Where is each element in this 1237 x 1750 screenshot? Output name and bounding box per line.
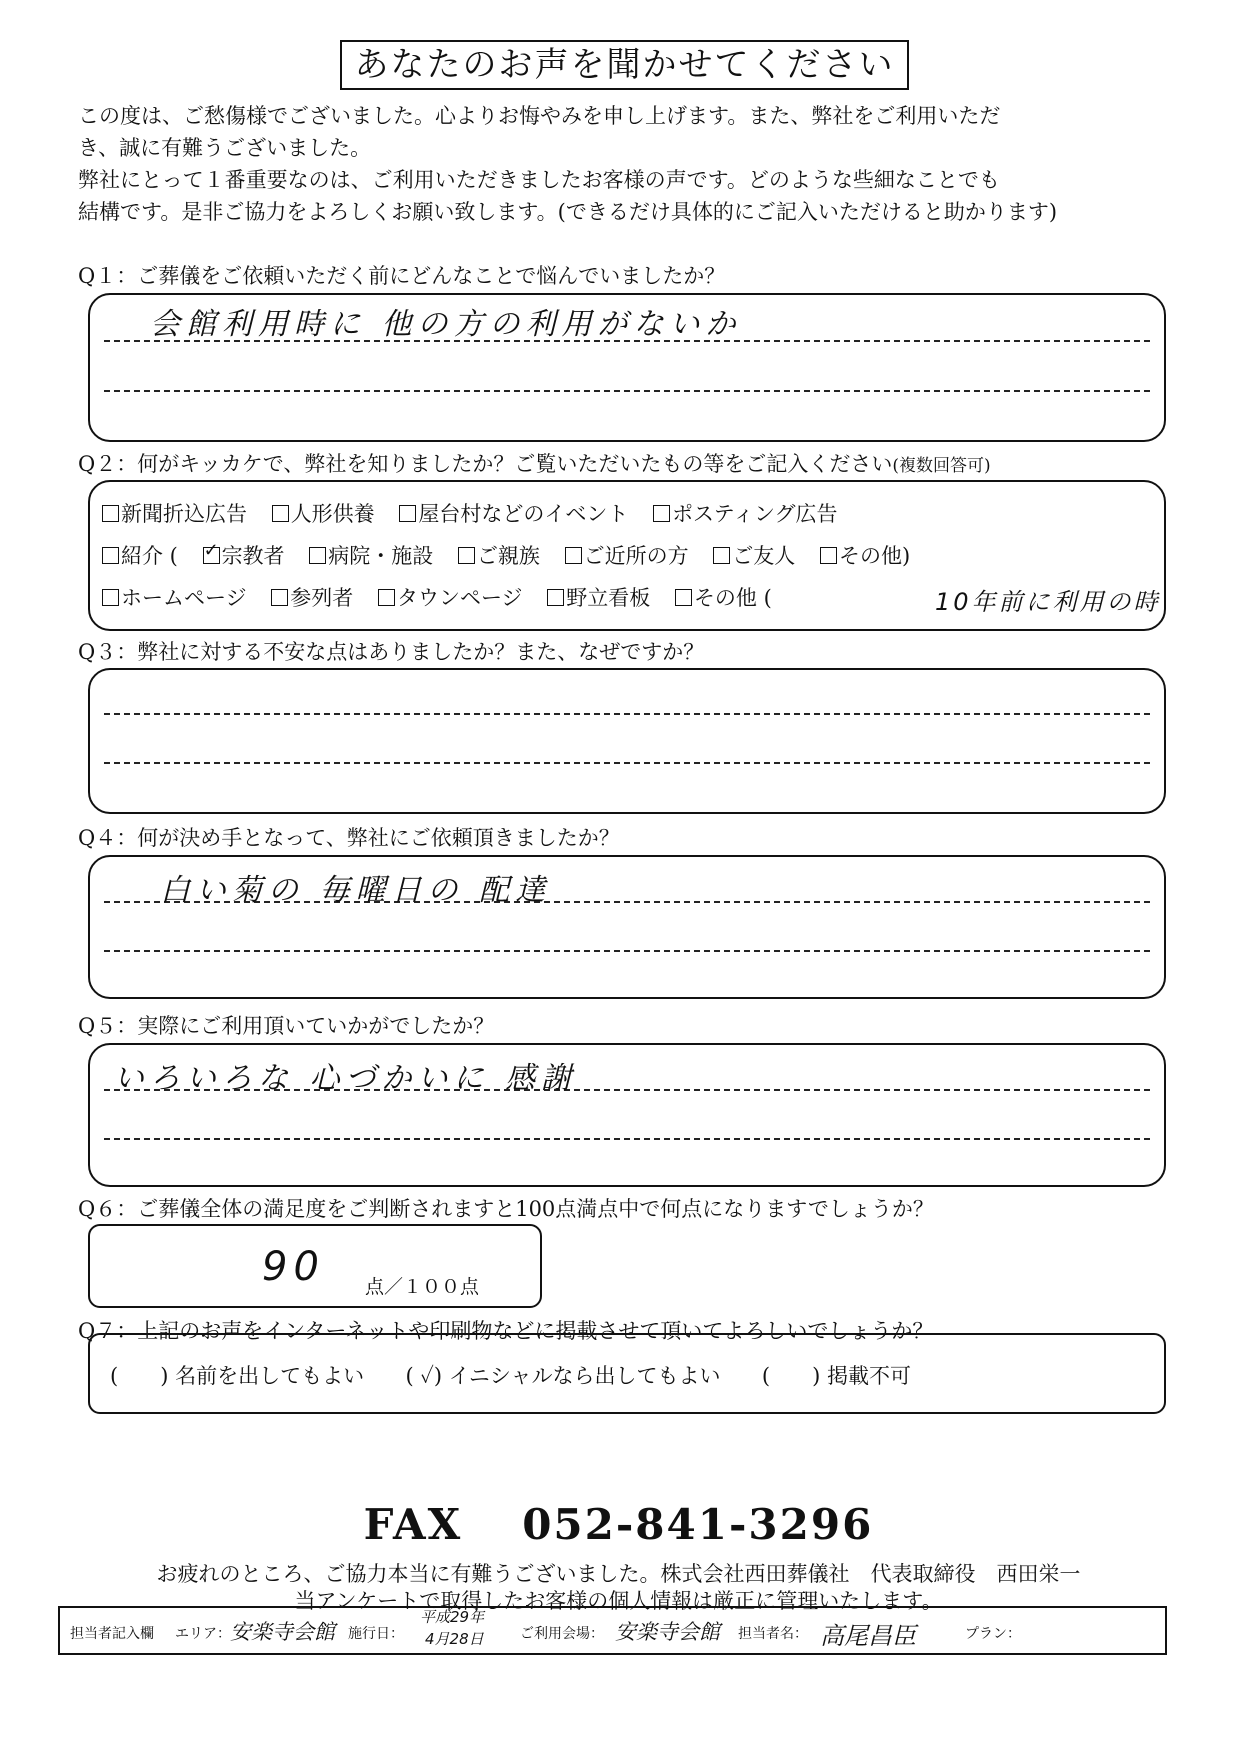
checkbox[interactable] <box>458 547 475 564</box>
privacy-text: 当アンケートで取得したお客様の個人情報は厳正に管理いたします。 <box>294 1589 943 1613</box>
q7-option-initials-ok[interactable]: ( ✓) イニシャルなら出してもよい <box>405 1364 721 1388</box>
q6-score-box[interactable] <box>88 1224 542 1308</box>
answer-line <box>104 762 1150 764</box>
checkbox-checked[interactable] <box>203 547 220 564</box>
checkbox[interactable] <box>399 505 416 522</box>
q7-options <box>110 1360 911 1390</box>
q3-label: Q３：弊社に対する不安な点はありましたか？また、なぜですか？ <box>78 640 705 664</box>
intro-text <box>78 100 1168 228</box>
q6-label: Q６：ご葬儀全体の満足度をご判断されますと100点満点中で何点になりますでしょうか？ <box>78 1197 934 1221</box>
checkbox[interactable] <box>102 505 119 522</box>
intro-line: 結構です。是非ご協力をよろしくお願い致します。(できるだけ具体的にご記入いただけると助かります) <box>78 200 1058 224</box>
q2-options-row2 <box>102 540 928 570</box>
venue-value: 安楽寺会館 <box>615 1620 720 1644</box>
q5-label: Q５：実際にご利用頂いていかがでしたか？ <box>78 1014 495 1038</box>
q2-note: (複数回答可) <box>892 456 991 476</box>
q7-option-name-ok[interactable]: ( ) 名前を出してもよい <box>110 1364 365 1388</box>
fax-label: FAX <box>363 1500 463 1549</box>
q5-answer-box[interactable] <box>88 1043 1166 1187</box>
checkbox[interactable] <box>565 547 582 564</box>
option-friends[interactable]: ご友人 <box>713 544 795 568</box>
checkbox[interactable] <box>102 547 119 564</box>
option-newspaper[interactable]: 新聞折込広告 <box>102 502 247 526</box>
person-label: 担当者名： <box>738 1626 808 1642</box>
q1-answer: 会館利用時に 他の方の利用がないか <box>150 307 742 342</box>
option-other[interactable]: その他 ( <box>675 586 772 610</box>
checkbox[interactable] <box>378 589 395 606</box>
checkbox[interactable] <box>547 589 564 606</box>
thanks-text: お疲れのところ、ご協力本当に有難うございました。株式会社西田葬儀社 代表取締役 西田栄一 <box>156 1562 1081 1586</box>
option-neighbors[interactable]: ご近所の方 <box>565 544 689 568</box>
q2-other-answer: 10年前に利用の時 <box>935 588 1161 616</box>
q4-answer: 白い菊の 毎曜日の 配達 <box>160 873 552 908</box>
date-label: 施行日： <box>348 1626 404 1642</box>
checkbox[interactable] <box>102 589 119 606</box>
checkbox[interactable] <box>713 547 730 564</box>
q2-label <box>78 448 991 478</box>
option-doll-memorial[interactable]: 人形供養 <box>272 502 375 526</box>
intro-line: この度は、ご愁傷様でございました。心よりお悔やみを申し上げます。また、弊社をご利用いただ <box>78 104 1001 128</box>
checkbox[interactable] <box>653 505 670 522</box>
q7-label: Q７：上記のお声をインターネットや印刷物などに掲載させて頂いてよろしいでしょうか？ <box>78 1319 934 1343</box>
option-relatives[interactable]: ご親族 <box>458 544 540 568</box>
q7-options-box <box>88 1333 1166 1414</box>
date-value-line1: 平成29年 <box>420 1608 485 1626</box>
checkbox[interactable] <box>271 589 288 606</box>
checkbox[interactable] <box>675 589 692 606</box>
option-signboard[interactable]: 野立看板 <box>547 586 650 610</box>
q1-label: Q１：ご葬儀をご依頼いただく前にどんなことで悩んでいましたか？ <box>78 264 726 288</box>
person-value: 高尾昌臣 <box>820 1622 916 1650</box>
q4-answer-box[interactable] <box>88 855 1166 999</box>
answer-line <box>104 713 1150 715</box>
staff-section <box>58 1606 1167 1655</box>
venue-label: ご利用会場： <box>520 1626 604 1642</box>
answer-line <box>104 1138 1150 1140</box>
q1-answer-box[interactable] <box>88 293 1166 442</box>
option-posting[interactable]: ポスティング広告 <box>653 502 837 526</box>
q4-label: Q４：何が決め手となって、弊社にご依頼頂きましたか？ <box>78 826 620 850</box>
q2-options-row3 <box>102 582 790 612</box>
checkbox[interactable] <box>820 547 837 564</box>
checkbox[interactable] <box>272 505 289 522</box>
answer-line <box>104 390 1150 392</box>
q6-score-suffix: 点／１００点 <box>365 1276 480 1298</box>
fax-number: 052-841-3296 <box>522 1500 874 1549</box>
intro-line: き、誠に有難うございました。 <box>78 136 372 160</box>
q2-options-row1 <box>102 498 856 528</box>
q5-answer: いろいろな 心づかいに 感謝 <box>114 1061 578 1096</box>
option-attendee[interactable]: 参列者 <box>271 586 353 610</box>
option-townpage[interactable]: タウンページ <box>378 586 523 610</box>
option-event[interactable]: 屋台村などのイベント <box>399 502 628 526</box>
q6-score: 90 <box>262 1244 325 1290</box>
q3-answer-box[interactable] <box>88 668 1166 814</box>
plan-label: プラン： <box>965 1626 1021 1642</box>
option-referral[interactable]: 紹介 ( <box>102 544 178 568</box>
date-value-line2: 4月28日 <box>425 1630 484 1648</box>
checkbox[interactable] <box>309 547 326 564</box>
fax-line <box>0 1500 1237 1549</box>
option-religious[interactable]: ✓ 宗教者 <box>203 544 285 568</box>
q7-option-no-publish[interactable]: ( ) 掲載不可 <box>761 1364 911 1388</box>
q2-options-box <box>88 480 1166 631</box>
page-title: あなたのお声を聞かせてください <box>340 40 909 90</box>
answer-line <box>104 950 1150 952</box>
area-label: エリア： <box>175 1626 231 1642</box>
option-other-referral[interactable]: その他) <box>820 544 910 568</box>
staff-section-label: 担当者記入欄 <box>70 1626 154 1642</box>
option-homepage[interactable]: ホームページ <box>102 586 247 610</box>
intro-line: 弊社にとって１番重要なのは、ご利用いただきましたお客様の声です。どのような些細なことでも <box>78 168 1000 192</box>
option-hospital[interactable]: 病院・施設 <box>309 544 433 568</box>
area-value: 安楽寺会館 <box>230 1620 335 1644</box>
q2-label-text: Q２：何がキッカケで、弊社を知りましたか？ご覧いただいたもの等をご記入ください <box>78 452 893 476</box>
